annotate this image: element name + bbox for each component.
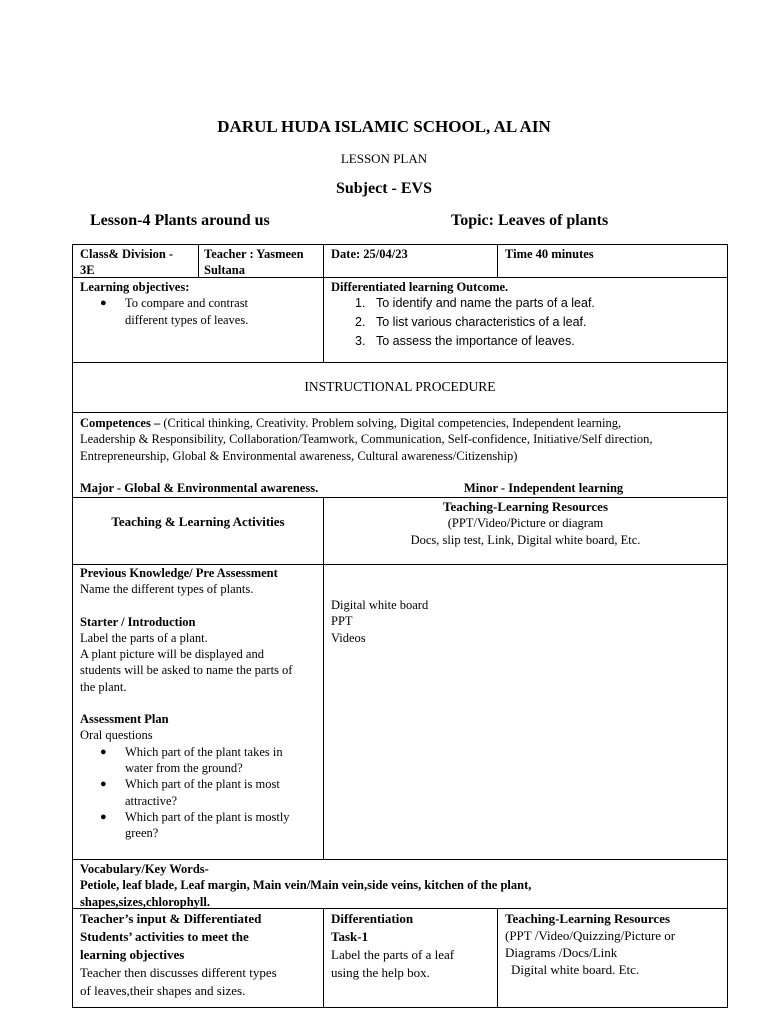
teacher-input-cell — [72, 908, 324, 1008]
objective-line: ● To compare and contrast — [125, 296, 249, 311]
teacher-input-heading: Teacher’s input & Differentiated — [80, 911, 262, 926]
vocabulary-line: Petiole, leaf blade, Leaf margin, Main vein/Main vein,side veins, kitchen of the plant, — [80, 878, 532, 893]
outcome-item — [331, 313, 726, 332]
starter-line: A plant picture will be displayed and — [80, 647, 264, 662]
assessment-heading: Assessment Plan — [80, 712, 169, 727]
resources-heading: Teaching-Learning Resources — [442, 499, 609, 514]
activity-resources-cell — [323, 564, 728, 860]
learning-objectives-cell — [72, 277, 324, 363]
time-cell — [497, 244, 728, 278]
task-heading: Task-1 — [331, 929, 369, 944]
resources-header-cell — [323, 497, 728, 565]
outcome-item — [331, 294, 726, 313]
class-value: 3E — [80, 263, 95, 278]
topic-title: Topic: Leaves of plants — [451, 212, 609, 229]
question-item — [80, 744, 322, 777]
question-line: attractive? — [125, 793, 178, 808]
instructional-procedure-cell — [72, 362, 728, 413]
question-item — [80, 776, 322, 809]
starter-line: the plant. — [80, 679, 127, 694]
time-text: Time 40 minutes — [505, 247, 594, 261]
date-text: Date: 25/04/23 — [331, 247, 408, 261]
outcome-list — [331, 294, 726, 351]
learning-outcome-cell — [323, 277, 728, 363]
starter-heading: Starter / Introduction — [80, 614, 196, 629]
resource-item: Digital white board — [331, 598, 429, 612]
major-competence: Major - Global & Environmental awareness. — [80, 481, 319, 495]
question-line: green? — [125, 826, 159, 841]
starter-line: students will be asked to name the parts of — [80, 663, 293, 678]
assessment-subheading: Oral questions — [80, 728, 153, 743]
starter-line: Label the parts of a plant. — [80, 630, 208, 645]
differentiation-heading: Differentiation — [331, 911, 414, 926]
outcome-item — [331, 332, 726, 351]
procedure-heading: INSTRUCTIONAL PROCEDURE — [304, 379, 496, 394]
subject-title: Subject - EVS — [335, 180, 432, 197]
assessment-questions — [80, 744, 322, 842]
outcome-text: To list various characteristics of a leaf. — [376, 315, 587, 330]
question-line: ● Which part of the plant is most — [125, 777, 280, 792]
question-line: water from the ground? — [125, 760, 243, 775]
previous-knowledge-text: Name the different types of plants. — [80, 582, 254, 597]
teacher-input-text: of leaves,their shapes and sizes. — [80, 983, 246, 998]
school-name: DARUL HUDA ISLAMIC SCHOOL, AL AIN — [217, 117, 551, 136]
teacher-input-heading: learning objectives — [80, 947, 185, 962]
outcome-number: 3. — [355, 334, 366, 349]
question-line: ● Which part of the plant is mostly — [125, 809, 290, 824]
activities-header-cell — [72, 497, 324, 565]
task-text: Label the parts of a leaf — [331, 947, 455, 962]
resource-item: PPT — [331, 614, 353, 629]
competences-line: Entrepreneurship, Global & Environmental awareness, Cultural awareness/Citizenship) — [80, 448, 518, 463]
vocabulary-cell — [72, 859, 728, 909]
bottom-resources-line: Digital white board. Etc. — [511, 962, 640, 977]
teacher-label: Teacher : Yasmeen — [204, 247, 304, 261]
outcome-text: To identify and name the parts of a leaf. — [376, 296, 595, 311]
outcome-number: 1. — [355, 296, 366, 311]
bottom-resources-line: Diagrams /Docs/Link — [505, 945, 618, 960]
competences-cell — [72, 412, 728, 498]
activities-cell — [72, 564, 324, 860]
class-division-cell — [72, 244, 199, 278]
vocabulary-line: shapes,sizes,chlorophyll. — [80, 894, 210, 909]
objectives-list — [80, 295, 320, 328]
competences-line: (Critical thinking, Creativity. Problem solving, Digital competencies, Independent learning, — [160, 416, 622, 430]
resources-line: Docs, slip test, Link, Digital white board, Etc. — [410, 532, 641, 547]
lesson-title: Lesson-4 Plants around us — [90, 212, 270, 229]
date-cell — [323, 244, 498, 278]
outcome-text: To assess the importance of leaves. — [376, 334, 575, 349]
vocabulary-heading: Vocabulary/Key Words- — [80, 862, 209, 876]
class-label: Class& Division - — [80, 247, 174, 261]
competences-line: Leadership & Responsibility, Collaboration/Teamwork, Communication, Self-confidence, Initiative/Self direction, — [80, 432, 653, 447]
resources-line: (PPT/Video/Picture or diagram — [447, 516, 604, 531]
task-text: using the help box. — [331, 965, 430, 980]
teacher-input-text: Teacher then discusses different types — [80, 965, 277, 980]
outcome-number: 2. — [355, 315, 366, 330]
teacher-cell — [198, 244, 324, 278]
teacher-input-heading: Students’ activities to meet the — [80, 929, 249, 944]
bottom-resources-cell — [497, 908, 728, 1008]
bottom-resources-line: (PPT /Video/Quizzing/Picture or — [505, 928, 676, 943]
outcome-heading: Differentiated learning Outcome. — [331, 280, 509, 294]
minor-competence: Minor - Independent learning — [464, 481, 624, 495]
resource-item: Videos — [331, 630, 366, 645]
question-item — [80, 809, 322, 842]
objectives-heading: Learning objectives: — [80, 280, 190, 294]
activities-heading: Teaching & Learning Activities — [111, 514, 285, 529]
previous-knowledge-heading: Previous Knowledge/ Pre Assessment — [80, 566, 278, 580]
objective-line: different types of leaves. — [125, 312, 249, 327]
differentiation-cell — [323, 908, 498, 1008]
bottom-resources-heading: Teaching-Learning Resources — [505, 911, 671, 926]
question-line: ● Which part of the plant takes in — [125, 744, 283, 759]
objective-item — [80, 295, 320, 328]
lesson-plan-label: LESSON PLAN — [340, 151, 428, 166]
competences-label: Competences – — [80, 416, 161, 430]
teacher-name: Sultana — [204, 263, 245, 278]
